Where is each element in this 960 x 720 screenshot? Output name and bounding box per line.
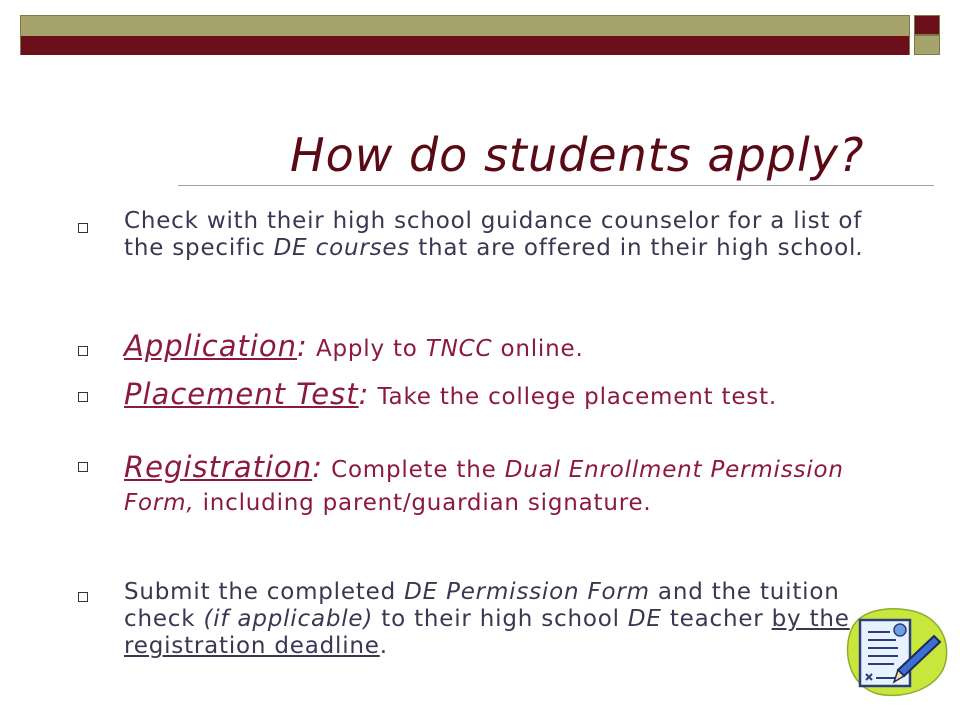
bullet-square-icon	[78, 462, 88, 472]
bullet-item-registration: Registration: Complete the Dual Enrollment Permission Form, including parent/guardian signature.	[124, 450, 844, 516]
corner-square-maroon	[914, 15, 940, 35]
bullet-item-check-counselor: Check with their high school guidance counselor for a list of the specific DE courses that are offered in their high school.	[124, 208, 865, 261]
header-bar-olive-stripe	[21, 16, 909, 36]
bullet-square-icon	[78, 592, 88, 602]
bullet-item-placement-test: Placement Test: Take the college placement test.	[124, 377, 778, 411]
bullet-item-application: Application: Apply to TNCC online.	[124, 329, 584, 363]
corner-square-olive	[914, 35, 940, 55]
header-bar-maroon-stripe	[21, 36, 909, 55]
title-divider	[178, 185, 934, 186]
bullet-item-submit-form: Submit the completed DE Permission Form and the tuition check (if applicable) to their high school DE teacher by the registration deadline.	[124, 579, 850, 659]
form-with-pen-icon	[838, 600, 950, 700]
bullet-square-icon	[78, 392, 88, 402]
slide-title: How do students apply?	[290, 128, 865, 182]
bullet-square-icon	[78, 346, 88, 356]
bullet-square-icon	[78, 223, 88, 233]
header-corner-squares	[914, 15, 940, 55]
header-bar	[20, 15, 910, 55]
